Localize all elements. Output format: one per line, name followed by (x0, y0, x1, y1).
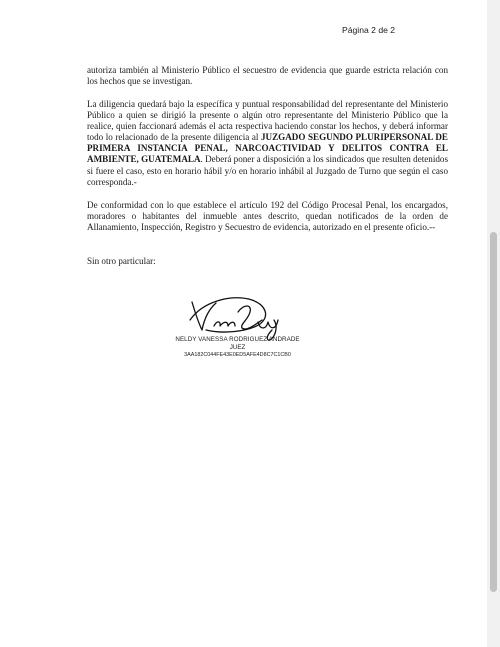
closing-line: Sin otro particular: (87, 256, 156, 266)
signer-name: NELDY VANESSA RODRIGUEZ ANDRADE (175, 336, 300, 343)
court-name: JUZGADO SEGUNDO PLURIPERSONAL DE PRIMERA INSTANCIA PENAL, NARCOACTIVIDAD Y DELITOS CONTRA EL AMBIENTE, GUATEMALA (87, 132, 448, 165)
paragraph-notification: De conformidad con lo que establece el artículo 192 del Código Procesal Penal, los encargados, moradores o habitantes del inmueble antes descrito, quedan notificados de la orden de Allanamiento, Inspección, Registro y Secuestro de evidencia, autorizado en el presente oficio.-- (87, 200, 448, 233)
signature-hash: 3AA182C044FE43E0ED5AFE4D8C7C1CB0 (184, 352, 291, 358)
page-number: Página 2 de 2 (342, 25, 396, 35)
paragraph-diligence-continuation: . Deberá poner a disposición a los sindicados que resulten detenidos si fuere el caso, esto en horario hábil y/o en horario inhábil al Juzgado de Turno que según el caso corresponda.- (87, 154, 448, 187)
vertical-scrollbar[interactable] (487, 0, 500, 647)
scrollbar-thumb[interactable] (490, 232, 497, 592)
paragraph-diligence (87, 99, 448, 188)
paragraph-diligence-text: La diligencia quedará bajo la específica y puntual responsabilidad del representante del Ministerio Público a quien se dirigió la presente o algún otro representante del Ministerio Público que la realice, quien faccionará además el acta respectiva haciendo constar los hechos, y deberá informar todo lo relacionado de la presente diligencia al (87, 99, 448, 143)
handwritten-signature (186, 290, 286, 342)
paragraph-evidence: autoriza también al Ministerio Público el secuestro de evidencia que guarde estricta relación con los hechos que se investigan. (87, 65, 448, 87)
signer-title: JUEZ (229, 344, 246, 351)
